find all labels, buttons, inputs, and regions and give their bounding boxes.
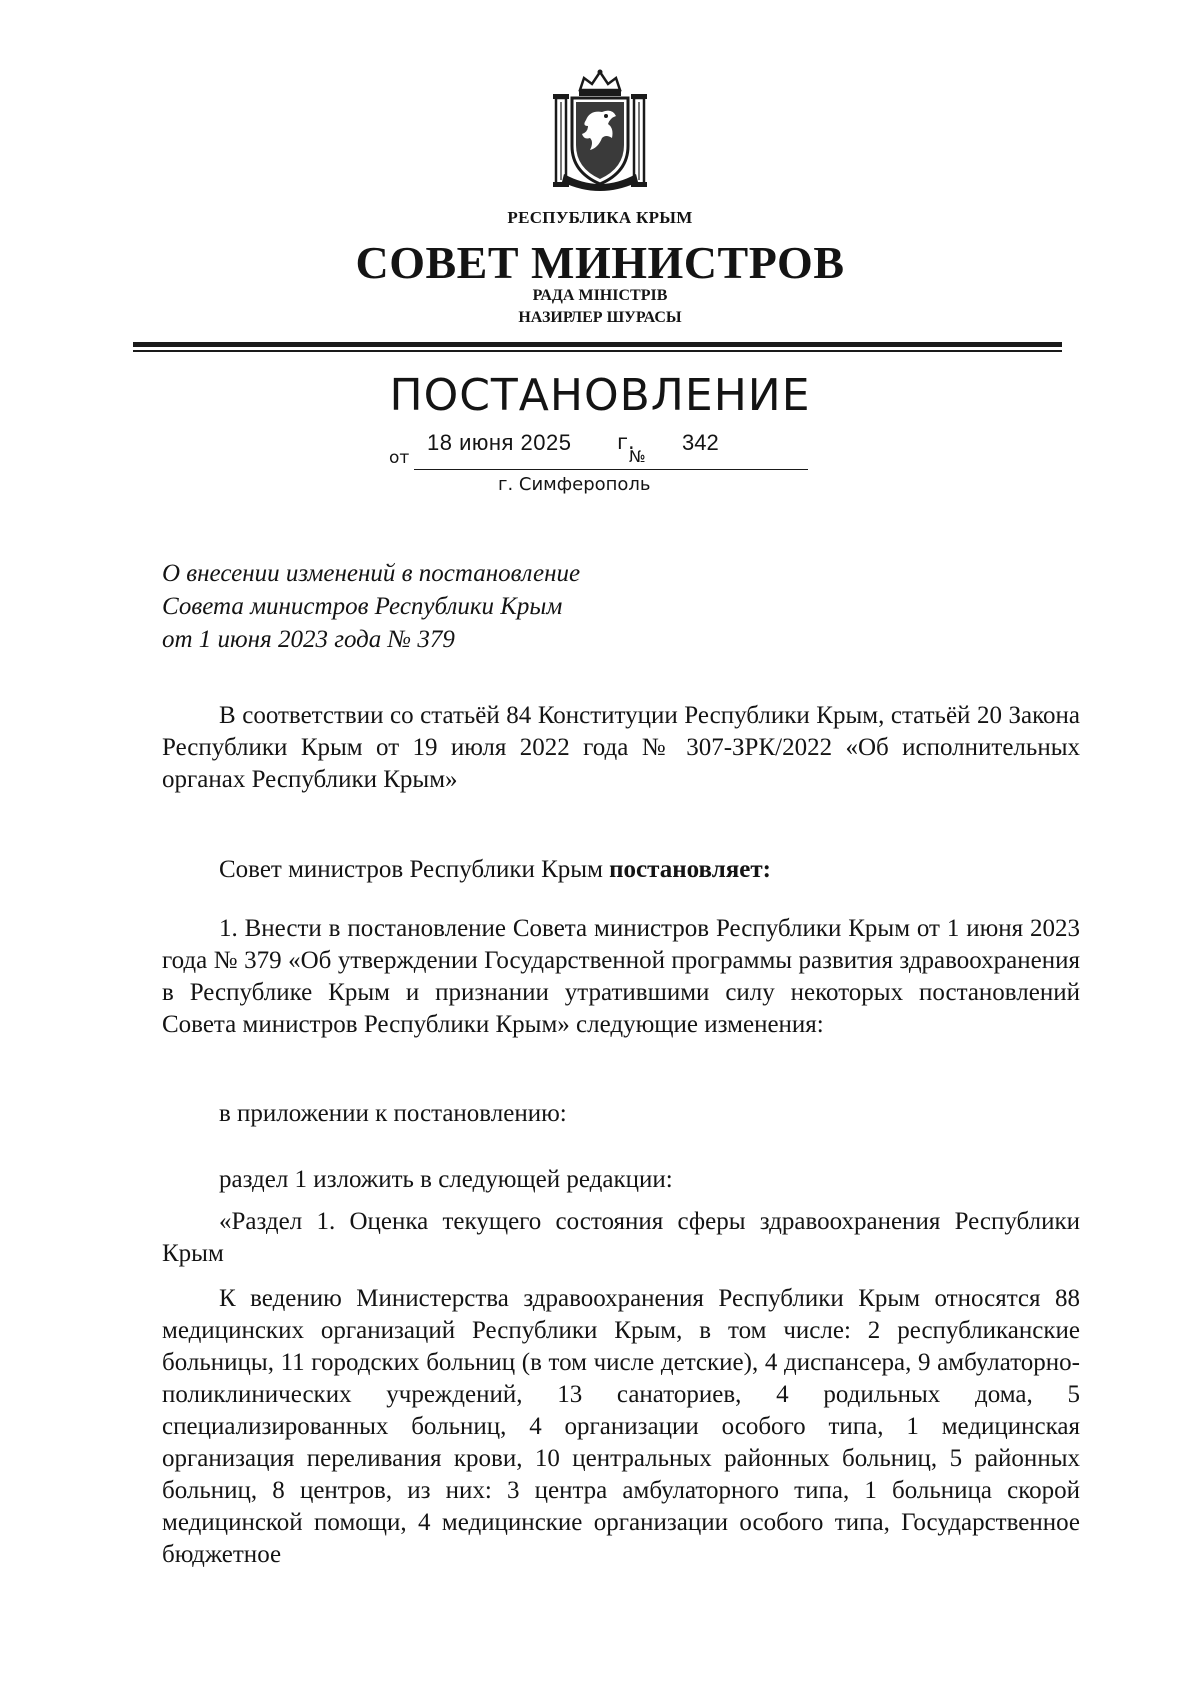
section-edit-paragraph: раздел 1 изложить в следующей редакции: <box>219 1166 673 1193</box>
document-date: 18 июня 2025 <box>427 430 572 455</box>
resolve-keyword: постановляет: <box>609 856 771 883</box>
resolve-text: Совет министров Республики Крым <box>219 856 610 883</box>
item-1-paragraph: 1. Внести в постановление Совета министров Республики Крым от 1 июня 2023 года № 379 «Об утверждении Государственной программы развития здравоохранения в Республике Крым и признании утратившими силу некоторых постановлений Совета министров Республики Крым» следующие изменения: <box>162 915 1080 1038</box>
title-line: Совета министров Республики Крым <box>162 593 563 620</box>
header-divider-thin <box>133 350 1062 352</box>
document-number: 342 <box>682 430 719 455</box>
document-title <box>162 557 580 656</box>
header-divider-thick <box>133 342 1062 347</box>
section-text-paragraph: К ведению Министерства здравоохранения Республики Крым относятся 88 медицинских организаций Республики Крым, в том числе: 2 республиканские больницы, 11 городских больниц (в том числе детские), 4 диспансера, 9 амбулаторно-поликлинических учреждений, 13 санаториев, 4 родильных дома, 5 специализированных больниц, 4 организации особого типа, 1 медицинская организация переливания крови, 10 центральных районных больниц, 5 районных больниц, 8 центров, из них: 3 центра амбулаторного типа, 1 больница скорой медицинской помощи, 4 медицинские организации особого типа, Государственное бюджетное <box>162 1285 1080 1568</box>
document-city: г. Симферополь <box>498 474 651 495</box>
legal-basis-paragraph: В соответствии со статьёй 84 Конституции Республики Крым, статьёй 20 Закона Республики Крым от 19 июля 2022 года № 307-ЗРК/2022 «Об исполнительных органах Республики Крым» <box>162 702 1080 793</box>
council-name-ukrainian: РАДА МІНІСТРІВ <box>532 287 668 304</box>
council-name: СОВЕТ МИНИСТРОВ <box>355 237 845 288</box>
date-underline <box>414 469 808 470</box>
number-sign: № <box>629 447 646 466</box>
title-line: О внесении изменений в постановление <box>162 560 581 587</box>
annex-paragraph: в приложении к постановлению: <box>219 1100 567 1127</box>
year-mark: г. <box>617 430 635 454</box>
republic-name: РЕСПУБЛИКА КРЫМ <box>507 208 693 227</box>
section-title-paragraph: «Раздел 1. Оценка текущего состояния сферы здравоохранения Республики Крым <box>162 1208 1080 1267</box>
title-line: от 1 июня 2023 года № 379 <box>162 626 455 653</box>
document-type: ПОСТАНОВЛЕНИЕ <box>389 370 811 421</box>
resolve-paragraph <box>219 854 1080 886</box>
date-prefix: от <box>389 448 410 468</box>
council-name-crimean-tatar: НАЗИРЛЕР ШУРАСЫ <box>518 309 682 326</box>
coat-of-arms-icon <box>550 68 650 194</box>
